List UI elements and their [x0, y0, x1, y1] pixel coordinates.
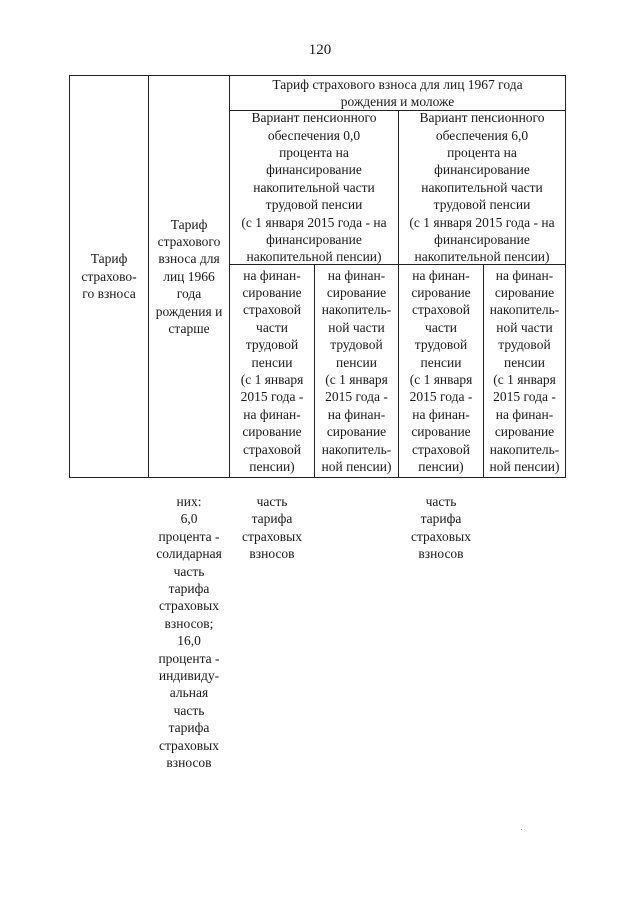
header-born-1966-and-older: Тариф страхового взноса для лиц 1966 года рождения и старше — [155, 216, 223, 337]
header-variant-6-insurance: на финан- сирование страховой части трудовой пенсии (с 1 января 2015 года - на финан- сирование страховой пенсии) — [409, 267, 473, 475]
header-variant-0-insurance: на финан- сирование страховой части трудовой пенсии (с 1 января 2015 года - на финан- сирование страховой пенсии) — [240, 267, 304, 475]
continuation-col2: них: 6,0 процента - солидарная часть тарифа страховых взносов; 16,0 процента - индивиду- альная часть тарифа страховых взносов — [156, 494, 222, 771]
header-variant-6-funded: на финан- сирование накопитель- ной части трудовой пенсии (с 1 января 2015 года - на финан- сирование накопитель- ной пенсии) — [489, 267, 560, 475]
header-born-1967-and-younger: Тариф страхового взноса для лиц 1967 года рождения и моложе — [272, 76, 523, 109]
header-variant-0: Вариант пенсионного обеспечения 0,0 процента на финансирование накопительной части трудовой пенсии (с 1 января 2015 года - на финансирование накопительной пенсии) — [241, 110, 387, 265]
tariff-table — [69, 75, 566, 478]
continuation-col3: часть тарифа страховых взносов — [242, 494, 302, 562]
page-number: 120 — [308, 42, 332, 58]
header-variant-0-funded: на финан- сирование накопитель- ной части трудовой пенсии (с 1 января 2015 года - на финан- сирование накопитель- ной пенсии) — [321, 267, 392, 475]
table-border-bottom — [69, 477, 566, 478]
table-border-right — [565, 75, 566, 478]
header-variant-6: Вариант пенсионного обеспечения 6,0 процента на финансирование накопительной части трудовой пенсии (с 1 января 2015 года - на финансирование накопительной пенсии) — [409, 110, 555, 265]
scan-speck — [521, 829, 522, 830]
header-tariff: Тариф страхово- го взноса — [81, 251, 137, 302]
continuation-col5: часть тарифа страховых взносов — [411, 494, 471, 562]
